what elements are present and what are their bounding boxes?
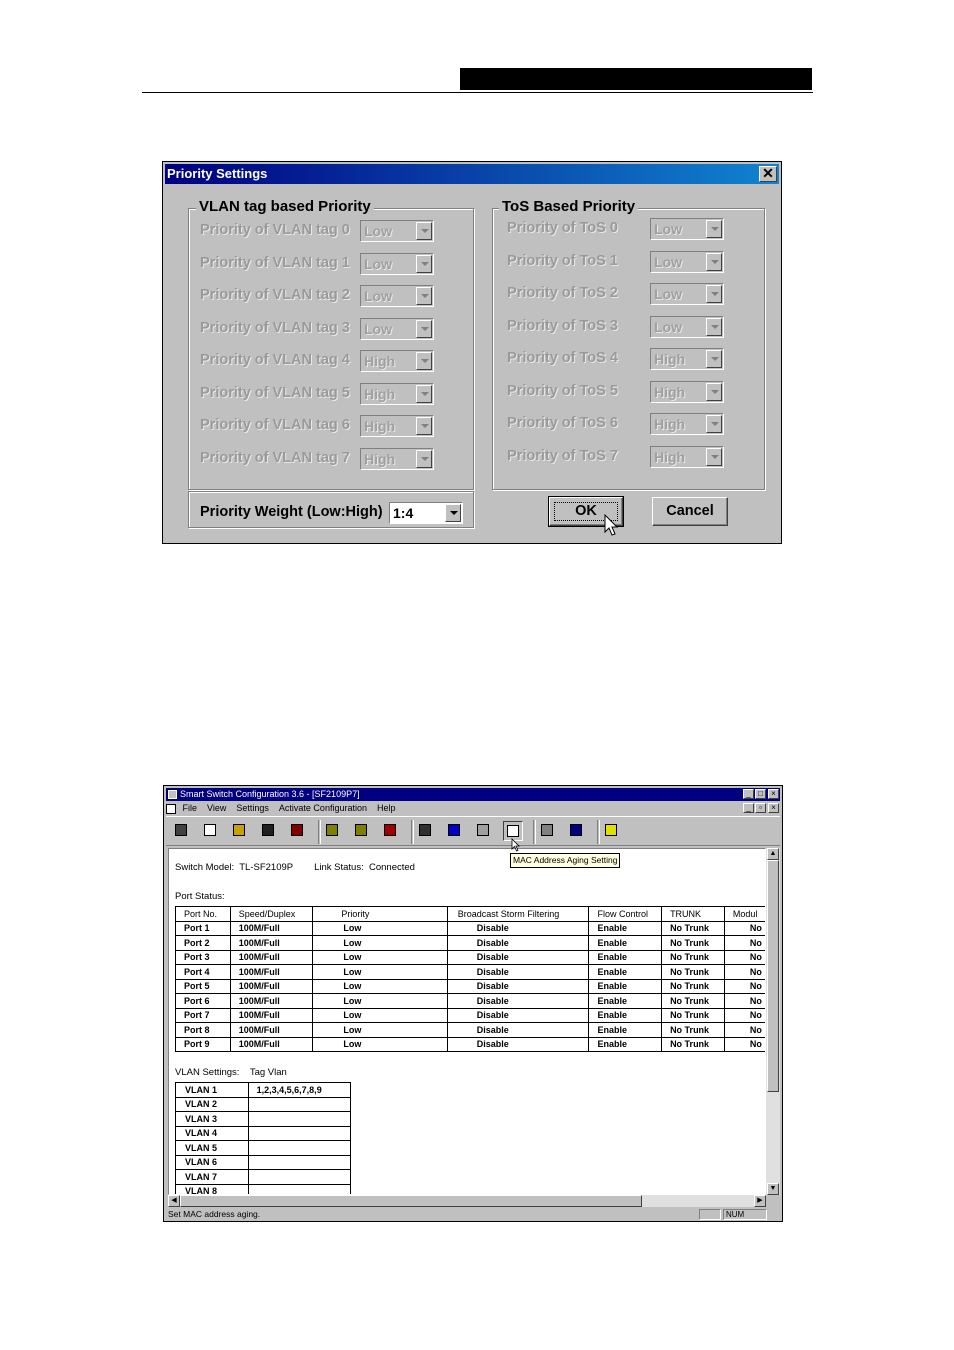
cancel-button[interactable] [652,497,728,526]
tos-value-4: High [654,351,686,367]
chevron-down-icon[interactable] [445,504,461,522]
tos-select-1[interactable] [650,251,724,273]
meter-icon[interactable] [416,821,436,841]
table-cell: No Trunk [662,1008,725,1023]
table-cell [248,1184,350,1195]
chevron-down-icon[interactable] [706,415,722,433]
chevron-down-icon[interactable] [706,220,722,238]
chevron-down-icon[interactable] [706,448,722,466]
table-cell: No Trunk [662,921,725,936]
scroll-up-icon[interactable]: ▲ [767,848,779,860]
table-cell: No [724,921,766,936]
table-cell: 100M/Full [230,979,313,994]
monitor-icon-glyph [477,824,489,836]
vlan-tag-select-6[interactable] [360,415,434,437]
open-folder-icon[interactable] [230,821,250,841]
help-icon-glyph [605,824,617,836]
table-cell: Enable [589,950,662,965]
scroll-left-icon[interactable]: ◀ [168,1195,180,1207]
table-cell: No [724,936,766,951]
vlan-settings-line [175,1067,287,1078]
chevron-down-icon[interactable] [416,255,432,273]
table-cell: VLAN 5 [176,1141,249,1156]
column-header: Port No. [176,907,231,922]
port-config-icon-glyph [326,824,338,836]
tos-select-7[interactable] [650,446,724,468]
vlan-row[interactable] [176,1112,351,1127]
app-title: Smart Switch Configuration 3.6 - [SF2109P7] [180,789,360,799]
column-header: Modul [724,907,766,922]
vlan-row[interactable] [176,1170,351,1185]
column-header: Speed/Duplex [230,907,313,922]
vertical-scrollbar[interactable] [766,848,780,1195]
table-cell: Port 8 [176,1023,231,1038]
vlan-tag-value-2: Low [364,288,392,304]
switch-model-line [175,862,415,873]
doc-minimize-icon[interactable]: _ [743,803,754,813]
table-row[interactable] [176,1023,767,1038]
tos-value-2: Low [654,286,682,302]
menu-settings[interactable]: Settings [236,803,269,813]
toolbar [166,816,780,846]
port-status-label: Port Status: [175,891,225,902]
tos-label-7: Priority of ToS 7 [507,447,618,464]
table-cell: VLAN 1 [176,1083,249,1098]
link-status-value: Connected [369,862,415,873]
status-text: Set MAC address aging. [168,1209,261,1219]
tos-label-1: Priority of ToS 1 [507,252,618,269]
table-cell: 100M/Full [230,950,313,965]
table-cell: Enable [589,921,662,936]
new-file-icon-glyph [204,824,216,836]
system-icon-glyph [541,824,553,836]
table-cell [248,1141,350,1156]
table-cell: No [724,1023,766,1038]
tos-group-title: ToS Based Priority [499,198,638,215]
table-cell: Port 3 [176,950,231,965]
table-cell: No [724,994,766,1009]
horizontal-scroll-thumb[interactable] [180,1195,642,1207]
table-cell: No Trunk [662,994,725,1009]
toolbar-separator [318,820,321,844]
table-cell: No Trunk [662,979,725,994]
tos-label-6: Priority of ToS 6 [507,415,618,431]
table-cell: Low [313,994,447,1009]
vlan-row[interactable] [176,1083,351,1098]
table-cell: No Trunk [662,936,725,951]
table-cell: No [724,1037,766,1052]
switch-icon-glyph [291,824,303,836]
table-cell: Low [313,1037,447,1052]
table-cell: Port 9 [176,1037,231,1052]
table-row[interactable] [176,994,767,1009]
vlan-tag-label-0: Priority of VLAN tag 0 [200,222,350,238]
table-row[interactable] [176,950,767,965]
vlan-tag-select-5[interactable] [360,383,434,405]
table-cell: 100M/Full [230,1008,313,1023]
table-row[interactable] [176,1037,767,1052]
table-cell: Disable [447,1037,589,1052]
tos-select-3[interactable] [650,316,724,338]
table-cell [248,1126,350,1141]
dialog-title: Priority Settings [165,164,779,184]
vlan-group-title: VLAN tag based Priority [196,198,374,215]
table-cell: VLAN 4 [176,1126,249,1141]
table-cell: Port 6 [176,994,231,1009]
table-cell: VLAN 2 [176,1097,249,1112]
vertical-scroll-thumb[interactable] [767,860,779,1092]
chevron-down-icon[interactable] [416,450,432,468]
vlan-row[interactable] [176,1126,351,1141]
status-view [168,848,766,1195]
table-cell: Enable [589,979,662,994]
table-cell: No Trunk [662,965,725,980]
table-cell: Port 1 [176,921,231,936]
table-cell: Port 4 [176,965,231,980]
tos-label-5: Priority of ToS 5 [507,382,618,399]
table-cell: Enable [589,994,662,1009]
app-icon [168,790,177,799]
table-cell: Disable [447,1023,589,1038]
switch-model-label: Switch Model: [175,862,235,873]
trunk-config-icon-glyph [384,824,396,836]
vlan-tag-select-3[interactable] [360,318,434,340]
smart-switch-window [163,785,783,1222]
vlan-tag-select-0[interactable] [360,220,434,242]
table-cell: No [724,950,766,965]
chevron-down-icon[interactable] [416,385,432,403]
table-cell: No Trunk [662,1037,725,1052]
table-cell [248,1155,350,1170]
link-status-label: Link Status: [314,862,364,873]
vlan-table [175,1082,351,1195]
close-icon[interactable]: ✕ [759,166,777,182]
horizontal-scrollbar[interactable] [168,1195,766,1207]
table-cell: Enable [589,965,662,980]
doc-restore-icon[interactable]: ▫ [755,803,766,813]
vlan-tag-label-7: Priority of VLAN tag 7 [200,449,350,466]
chevron-down-icon[interactable] [706,285,722,303]
vlan-tag-label-4: Priority of VLAN tag 4 [200,352,350,368]
table-cell [248,1097,350,1112]
table-row[interactable] [176,979,767,994]
priority-icon[interactable] [445,821,465,841]
vlan-tag-value-0: Low [364,223,392,239]
vlan-row[interactable] [176,1155,351,1170]
table-cell: 1,2,3,4,5,6,7,8,9 [248,1083,350,1098]
chevron-down-icon[interactable] [416,287,432,305]
table-cell: Low [313,950,447,965]
vlan-tag-value-5: High [364,385,396,402]
table-cell: No [724,1008,766,1023]
vlan-tag-label-1: Priority of VLAN tag 1 [200,254,350,271]
mac-aging-icon-glyph [507,825,519,837]
table-header-row [176,907,767,922]
table-row[interactable] [176,921,767,936]
table-cell: Low [313,1023,447,1038]
trunk-config-icon[interactable] [381,821,401,841]
app-title-bar [166,788,780,801]
menu-help[interactable]: Help [376,803,396,813]
monitor-icon[interactable] [474,821,494,841]
table-cell: Disable [447,994,589,1009]
chevron-down-icon[interactable] [706,383,722,401]
switch-model-value: TL-SF2109P [239,862,293,873]
table-cell: Disable [447,950,589,965]
edit-icon-glyph [570,824,582,836]
table-cell: Disable [447,921,589,936]
column-header: Broadcast Storm Filtering [447,907,589,922]
table-cell [248,1170,350,1185]
chevron-down-icon[interactable] [416,222,432,240]
system-icon[interactable] [538,821,558,841]
column-header: Flow Control [589,907,662,922]
tos-value-6: High [654,416,686,432]
port-status-table [175,906,766,1052]
mouse-pointer-icon [511,838,521,853]
table-cell: Enable [589,936,662,951]
cancel-button-label: Cancel [666,503,714,519]
switch-icon[interactable] [288,821,308,841]
table-cell: Low [313,1008,447,1023]
vlan-config-icon-glyph [355,824,367,836]
tos-select-0[interactable] [650,218,724,240]
table-cell: VLAN 6 [176,1155,249,1170]
tos-value-3: Low [654,318,682,335]
vlan-tag-value-4: High [364,353,396,369]
table-cell: No [724,965,766,980]
priority-weight-label: Priority Weight (Low:High) [200,504,383,520]
tos-select-6[interactable] [650,413,724,435]
status-bar [166,1208,780,1221]
table-cell: 100M/Full [230,1037,313,1052]
vlan-tag-select-1[interactable] [360,253,434,275]
table-cell: Low [313,921,447,936]
chevron-down-icon[interactable] [706,253,722,271]
priority-weight-value: 1:4 [393,505,414,521]
scroll-down-icon[interactable]: ▼ [767,1183,779,1195]
vlan-tag-label-5: Priority of VLAN tag 5 [200,384,350,401]
priority-icon-glyph [448,824,460,836]
tos-label-4: Priority of ToS 4 [507,350,618,366]
column-header: TRUNK [662,907,725,922]
table-cell: Disable [447,1008,589,1023]
open-folder-icon-glyph [233,824,245,836]
save-icon-glyph [262,824,274,836]
vlan-row[interactable] [176,1141,351,1156]
table-cell: Port 5 [176,979,231,994]
chevron-down-icon[interactable] [416,352,432,370]
tos-select-5[interactable] [650,381,724,403]
table-cell: Disable [447,979,589,994]
table-cell: Low [313,965,447,980]
chevron-down-icon[interactable] [416,320,432,338]
table-cell: No Trunk [662,1023,725,1038]
priority-weight-select[interactable] [389,502,463,524]
tos-label-3: Priority of ToS 3 [507,317,618,334]
port-config-icon[interactable] [323,821,343,841]
toolbar-separator [411,820,414,844]
table-cell: 100M/Full [230,994,313,1009]
chevron-down-icon[interactable] [706,318,722,336]
status-panel-blank [699,1209,721,1220]
column-header: Priority [313,907,447,922]
toolbar-separator [533,820,536,844]
table-row[interactable] [176,965,767,980]
new-file-icon[interactable] [201,821,221,841]
vlan-tag-label-3: Priority of VLAN tag 3 [200,319,350,336]
mouse-pointer-icon [604,514,620,538]
table-cell: Low [313,936,447,951]
table-cell: No Trunk [662,950,725,965]
table-cell: VLAN 7 [176,1170,249,1185]
vlan-row[interactable] [176,1184,351,1195]
menu-activate-configuration[interactable]: Activate Configuration [278,803,367,813]
tos-value-7: High [654,448,686,465]
table-cell [248,1112,350,1127]
help-icon[interactable] [602,821,622,841]
tos-value-5: High [654,383,686,400]
vlan-tag-label-2: Priority of VLAN tag 2 [200,287,350,303]
minimize-icon[interactable]: _ [743,789,754,799]
table-row[interactable] [176,936,767,951]
table-cell: Low [313,979,447,994]
menu-bar [166,801,780,815]
vlan-tag-value-3: Low [364,320,392,337]
vlan-tag-value-1: Low [364,255,392,272]
table-cell: Port 7 [176,1008,231,1023]
tos-value-1: Low [654,253,682,270]
vlan-row[interactable] [176,1097,351,1112]
table-cell: 100M/Full [230,965,313,980]
tos-select-2[interactable] [650,283,724,305]
meter-icon-glyph [419,824,431,836]
table-cell: VLAN 3 [176,1112,249,1127]
vlan-tag-select-4[interactable] [360,350,434,372]
table-cell: 100M/Full [230,921,313,936]
save-icon[interactable] [259,821,279,841]
table-cell: Disable [447,936,589,951]
chevron-down-icon[interactable] [416,417,432,435]
vlan-tag-select-7[interactable] [360,448,434,470]
page-header-bar [460,68,812,90]
tos-label-0: Priority of ToS 0 [507,220,618,236]
doc-close-icon[interactable]: × [768,803,779,813]
status-num: NUM [723,1209,767,1220]
table-cell: 100M/Full [230,936,313,951]
page-header-rule [142,92,813,93]
document-icon [166,804,176,814]
tos-label-2: Priority of ToS 2 [507,285,618,301]
table-cell: Enable [589,1008,662,1023]
ok-button-label: OK [575,503,597,519]
computer-icon-glyph [175,824,187,836]
menu-file[interactable]: File [182,803,198,813]
table-cell: Disable [447,965,589,980]
vlan-tag-label-6: Priority of VLAN tag 6 [200,417,350,433]
tooltip: MAC Address Aging Setting [510,853,620,868]
table-cell: Enable [589,1023,662,1038]
chevron-down-icon[interactable] [706,350,722,368]
table-cell: Port 2 [176,936,231,951]
table-cell: VLAN 8 [176,1184,249,1195]
table-row[interactable] [176,1008,767,1023]
priority-settings-dialog [162,161,782,544]
close-icon[interactable]: × [768,789,779,799]
tos-select-4[interactable] [650,348,724,370]
tos-value-0: Low [654,221,682,237]
computer-icon[interactable] [172,821,192,841]
edit-icon[interactable] [567,821,587,841]
scroll-right-icon[interactable]: ▶ [754,1195,766,1207]
vlan-tag-select-2[interactable] [360,285,434,307]
table-cell: 100M/Full [230,1023,313,1038]
table-cell: No [724,979,766,994]
vlan-settings-label: VLAN Settings: [175,1067,240,1078]
vlan-tag-value-7: High [364,450,396,467]
maximize-icon[interactable]: □ [755,789,766,799]
vlan-tag-value-6: High [364,418,396,434]
vlan-config-icon[interactable] [352,821,372,841]
table-cell: Enable [589,1037,662,1052]
scroll-corner [766,1195,780,1207]
toolbar-separator [597,820,600,844]
menu-view[interactable]: View [207,803,227,813]
vlan-mode-value: Tag Vlan [249,1067,287,1078]
